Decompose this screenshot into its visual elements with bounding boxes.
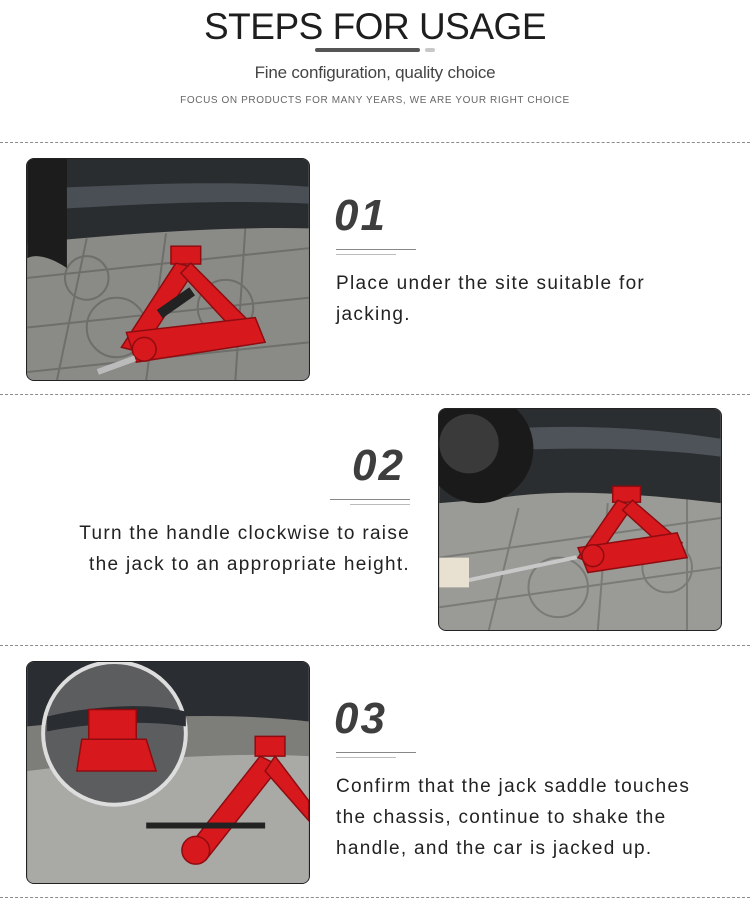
- step-3-photo: [26, 661, 310, 884]
- step-3-line-2: the chassis, continue to shake the: [336, 807, 667, 828]
- step-3-line-3: handle, and the car is jacked up.: [336, 838, 653, 859]
- step-2-number-underline: [330, 499, 410, 500]
- page-title: STEPS FOR USAGE: [203, 6, 546, 47]
- step-1-photo: [26, 158, 310, 381]
- step-2-line-1: Turn the handle clockwise to raise: [79, 523, 410, 544]
- step-3-number-underline-2: [336, 757, 396, 758]
- section-divider: [0, 645, 750, 646]
- page-header: [0, 0, 750, 120]
- step-1-line-1: Place under the site suitable for: [336, 273, 646, 294]
- page-tagline: FOCUS ON PRODUCTS FOR MANY YEARS, WE ARE YOUR RIGHT CHOICE: [180, 95, 570, 106]
- step-1-number-underline-2: [336, 254, 396, 255]
- step-3-line-1: Confirm that the jack saddle touches: [336, 776, 691, 797]
- section-divider: [0, 142, 750, 143]
- step-2-number-underline-2: [350, 504, 410, 505]
- step-2-number: 02: [352, 441, 405, 490]
- page-subtitle: Fine configuration, quality choice: [254, 63, 496, 82]
- step-2-photo: [438, 408, 722, 631]
- step-1-line-2: jacking.: [336, 304, 411, 325]
- jack-saddle-closeup-image: [27, 662, 309, 883]
- jack-raising-image: [439, 409, 721, 630]
- step-1-description: [336, 268, 645, 330]
- step-2-line-2: the jack to an appropriate height.: [89, 554, 410, 575]
- step-1-number: 01: [334, 191, 387, 240]
- section-divider: [0, 394, 750, 395]
- jack-under-car-image: [27, 159, 309, 380]
- title-underline-dot: [425, 48, 435, 52]
- step-2-description: [20, 518, 410, 580]
- section-divider: [0, 897, 750, 898]
- step-3-description: [336, 771, 690, 864]
- step-1-number-underline: [336, 249, 416, 250]
- step-3-number-underline: [336, 752, 416, 753]
- title-underline: [315, 48, 420, 52]
- step-3-number: 03: [334, 694, 387, 743]
